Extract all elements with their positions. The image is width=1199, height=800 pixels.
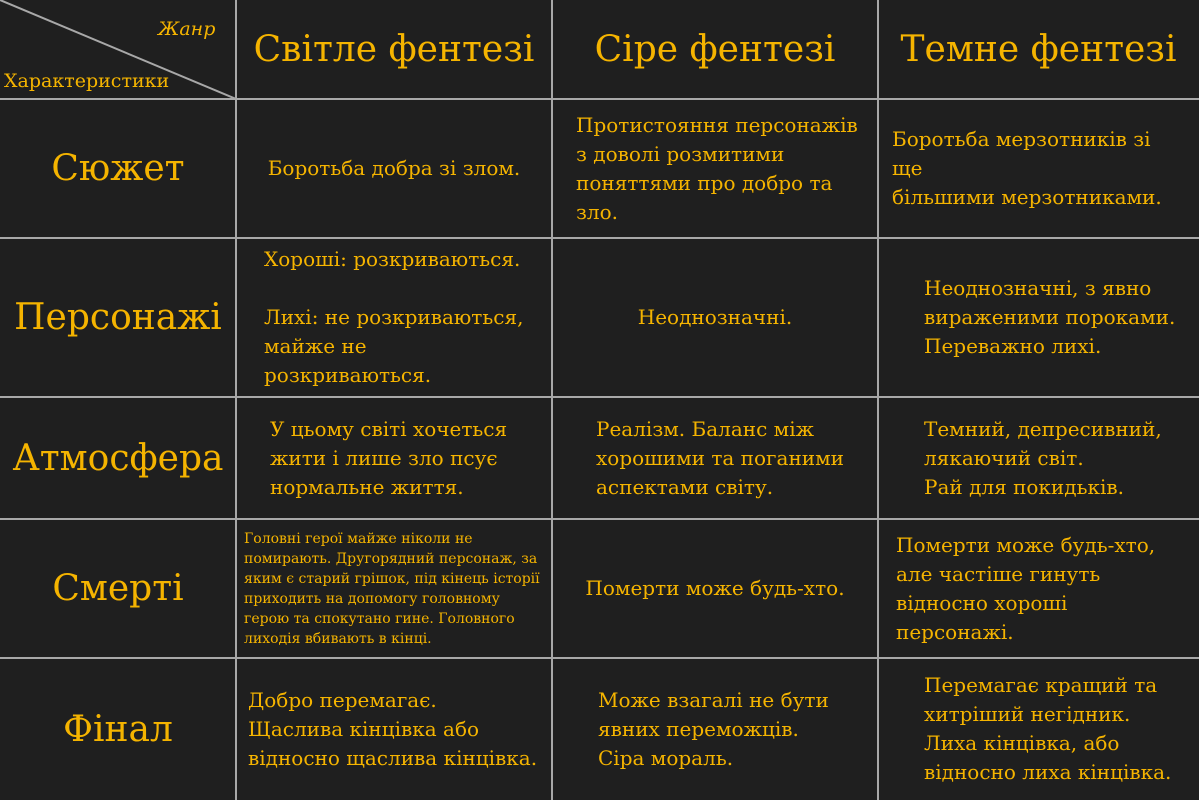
- column-header-grey: Сіре фентезі: [594, 29, 836, 70]
- cell-ending-grey: Може взагалі не бути явних переможців. Сіра мораль.: [598, 687, 829, 770]
- cell-deaths-dark: Померти може будь-хто, але частіше гинуть відносно хороші персонажі.: [896, 532, 1156, 644]
- row-label-atmosphere: Атмосфера: [12, 437, 224, 479]
- grid-line-v1: [235, 0, 237, 800]
- grid-line-h1: [0, 98, 1199, 100]
- cell-characters-light: Хороші: розкриваються. Лихі: не розкриваються, майже не розкриваються.: [264, 247, 524, 387]
- column-header-dark: Темне фентезі: [900, 29, 1177, 70]
- grid-line-h4: [0, 518, 1199, 520]
- cell-plot-grey: Протистояння персонажів з доволі розмитими поняттями про добро та зло.: [576, 112, 858, 224]
- cell-plot-dark: Боротьба мерзотників зі ще більшими мерзотниками.: [892, 127, 1162, 209]
- cell-ending-light: Добро перемагає. Щаслива кінцівка або відносно щаслива кінцівка.: [248, 687, 538, 770]
- column-header-light: Світле фентезі: [253, 29, 535, 70]
- corner-genre-label: Жанр: [158, 18, 216, 40]
- cell-atmosphere-dark: Темний, депресивний, лякаючий світ. Рай для покидьків.: [924, 416, 1162, 499]
- row-label-plot: Сюжет: [51, 148, 185, 189]
- grid-line-h5: [0, 657, 1199, 659]
- cell-deaths-grey: Померти може будь-хто.: [585, 576, 845, 600]
- cell-characters-dark: Неоднозначні, з явно вираженими пороками. Переважно лихі.: [924, 276, 1176, 358]
- row-label-deaths: Смерті: [52, 568, 184, 609]
- grid-line-h3: [0, 396, 1199, 398]
- cell-atmosphere-light: У цьому світі хочеться жити і лише зло псує нормальне життя.: [270, 416, 508, 499]
- row-label-characters: Персонажі: [14, 297, 222, 338]
- cell-ending-dark: Перемагає кращий та хитріший негідник. Лиха кінцівка, або відносно лиха кінцівка.: [924, 673, 1172, 784]
- grid-line-v3: [877, 0, 879, 800]
- cell-deaths-light: Головні герої майже ніколи не помирають. Другорядний персонаж, за яким є старий грішок, під кінець історії приходить на допомогу головному герою та спокутано гине. Головного лиходія вбивають в кінці.: [244, 530, 540, 647]
- corner-characteristics-label: Характеристики: [4, 70, 170, 92]
- grid-line-h2: [0, 237, 1199, 239]
- cell-plot-light: Боротьба добра зі злом.: [267, 156, 521, 180]
- cell-characters-grey: Неоднозначні.: [637, 305, 793, 329]
- grid-line-v2: [551, 0, 553, 800]
- row-label-ending: Фінал: [63, 708, 173, 750]
- cell-atmosphere-grey: Реалізм. Баланс між хорошими та поганими аспектами світу.: [596, 416, 844, 499]
